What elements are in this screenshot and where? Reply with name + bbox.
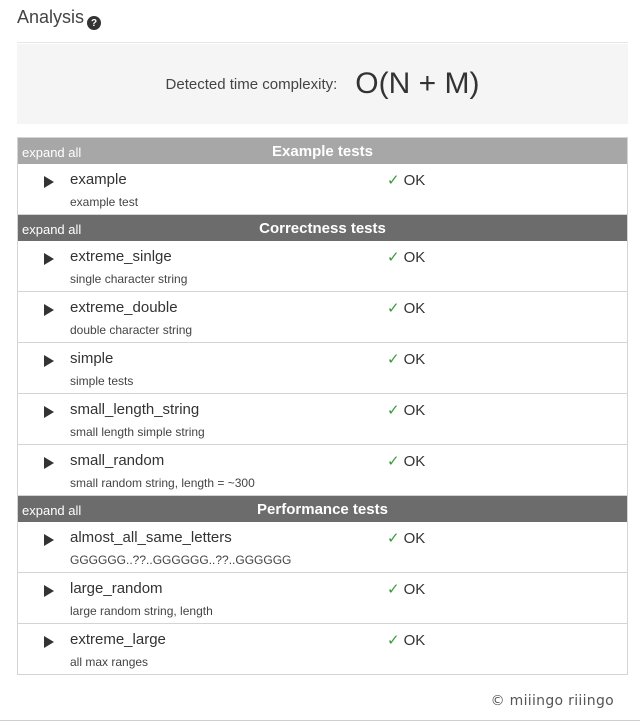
checkmark-icon: ✓ — [387, 351, 400, 368]
status-label: OK — [403, 580, 426, 598]
test-status — [387, 631, 425, 649]
test-name: small_length_string — [70, 401, 200, 418]
status-label: OK — [403, 452, 426, 470]
group-header — [18, 215, 627, 241]
checkmark-icon: ✓ — [387, 530, 400, 547]
test-row — [18, 164, 627, 215]
complexity-panel — [17, 44, 628, 124]
expand-triangle-icon[interactable] — [44, 253, 54, 265]
test-name: small_random — [70, 452, 165, 469]
expand-triangle-icon[interactable] — [44, 636, 54, 648]
status-label: OK — [403, 631, 426, 649]
group-header — [18, 496, 627, 522]
question-icon[interactable]: ? — [87, 16, 101, 30]
group-title: Example tests — [272, 142, 373, 160]
test-row — [18, 573, 627, 624]
complexity-label: Detected time complexity: — [165, 75, 338, 93]
test-name: extreme_large — [70, 631, 166, 648]
test-description: example test — [70, 195, 139, 209]
test-row — [18, 624, 627, 674]
test-status — [387, 580, 425, 598]
status-label: OK — [403, 248, 426, 266]
expand-triangle-icon[interactable] — [44, 534, 54, 546]
group-header — [18, 138, 627, 164]
footer-brand: © miiingo riiingo — [490, 693, 614, 709]
test-row — [18, 522, 627, 573]
status-label: OK — [403, 529, 426, 547]
test-description: single character string — [70, 272, 188, 286]
expand-triangle-icon[interactable] — [44, 585, 54, 597]
expand-all-link[interactable]: expand all — [22, 145, 82, 160]
test-status — [387, 248, 425, 266]
test-description: all max ranges — [70, 655, 149, 669]
group-title: Correctness tests — [259, 219, 386, 237]
complexity-value: O(N + M) — [355, 67, 480, 100]
test-name: almost_all_same_letters — [70, 529, 232, 546]
test-description: GGGGGG..??..GGGGGG..??..GGGGGG — [70, 553, 292, 567]
test-row — [18, 445, 627, 496]
status-label: OK — [403, 401, 426, 419]
bottom-divider — [0, 720, 640, 721]
test-description: large random string, length — [70, 604, 213, 618]
expand-triangle-icon[interactable] — [44, 304, 54, 316]
expand-all-link[interactable]: expand all — [22, 503, 82, 518]
checkmark-icon: ✓ — [387, 581, 400, 598]
status-label: OK — [403, 299, 426, 317]
test-row — [18, 343, 627, 394]
test-status — [387, 529, 425, 547]
expand-triangle-icon[interactable] — [44, 457, 54, 469]
test-name: extreme_sinlge — [70, 248, 172, 265]
expand-all-link[interactable]: expand all — [22, 222, 82, 237]
checkmark-icon: ✓ — [387, 249, 400, 266]
divider — [17, 42, 628, 43]
test-row — [18, 292, 627, 343]
status-label: OK — [403, 171, 426, 189]
test-status — [387, 452, 425, 470]
test-description: simple tests — [70, 374, 134, 388]
test-status — [387, 171, 425, 189]
test-name: simple — [70, 350, 114, 367]
status-label: OK — [403, 350, 426, 368]
test-status — [387, 299, 425, 317]
checkmark-icon: ✓ — [387, 300, 400, 317]
test-row — [18, 241, 627, 292]
test-description: small length simple string — [70, 425, 205, 439]
test-description: double character string — [70, 323, 193, 337]
expand-triangle-icon[interactable] — [44, 176, 54, 188]
checkmark-icon: ✓ — [387, 632, 400, 649]
test-status — [387, 401, 425, 419]
checkmark-icon: ✓ — [387, 172, 400, 189]
test-row — [18, 394, 627, 445]
test-status — [387, 350, 425, 368]
analysis-heading — [17, 7, 101, 28]
test-name: example — [70, 171, 127, 188]
checkmark-icon: ✓ — [387, 402, 400, 419]
group-title: Performance tests — [257, 500, 388, 518]
checkmark-icon: ✓ — [387, 453, 400, 470]
test-name: large_random — [70, 580, 163, 597]
test-name: extreme_double — [70, 299, 178, 316]
tests-table — [17, 137, 628, 675]
expand-triangle-icon[interactable] — [44, 406, 54, 418]
analysis-title: Analysis — [17, 7, 85, 27]
expand-triangle-icon[interactable] — [44, 355, 54, 367]
test-description: small random string, length = ~300 — [70, 476, 255, 490]
